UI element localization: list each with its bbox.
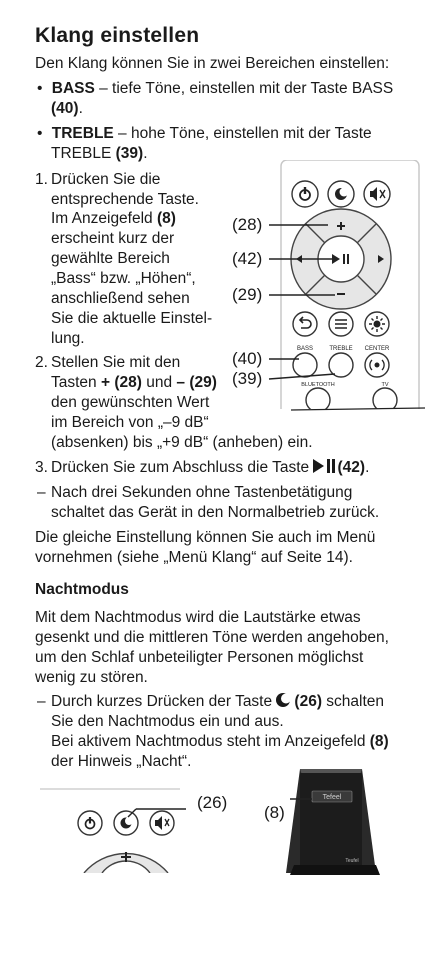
step3-ref: (42) xyxy=(337,459,366,476)
mute-button xyxy=(150,811,174,835)
menu-button xyxy=(329,312,353,336)
center-label: CENTER xyxy=(364,346,390,352)
section-heading-nachtmodus: Nachtmodus xyxy=(35,581,129,598)
play-pause-icon xyxy=(313,459,337,473)
night-para-line: um den Schlaf unbeteiligter Personen möglichst xyxy=(35,649,364,666)
treble-text: – hohe Töne, einstellen mit der Taste xyxy=(113,125,372,142)
dash-line: Nach drei Sekunden ohne Tastenbetätigung xyxy=(51,484,353,501)
step2-line xyxy=(51,373,217,393)
bullet-mark: • xyxy=(37,80,43,97)
tv-label: TV xyxy=(381,382,389,388)
treble-text2: TREBLE xyxy=(51,145,116,162)
step2-line: Stellen Sie mit den xyxy=(51,354,181,371)
step1-ref: (8) xyxy=(156,210,176,227)
bass-end: . xyxy=(78,100,83,117)
step2-plus-ref: + (28) xyxy=(100,374,142,391)
step3-text: Drücken Sie zum Abschluss die Taste xyxy=(51,459,314,476)
step1-line: erscheint kurz der xyxy=(51,230,175,247)
step1-line: „Bass“ bzw. „Höhen“, xyxy=(51,270,196,287)
menu-note-line: Die gleiche Einstellung können Sie auch im Menü xyxy=(35,529,376,546)
night-ref: (8) xyxy=(369,733,389,750)
treble-label: TREBLE xyxy=(329,346,353,352)
step2-line: (absenken) bis „+9 dB“ (anheben) ein. xyxy=(51,434,313,451)
step2-line: den gewünschten Wert xyxy=(51,394,210,411)
dash-mark: – xyxy=(37,484,46,501)
callout-8: (8) xyxy=(264,803,285,822)
step1-text: Im Anzeigefeld xyxy=(51,210,157,227)
step1-line: Drücken Sie die xyxy=(51,171,161,188)
night-mode-icon xyxy=(276,693,290,707)
step2-text: Tasten xyxy=(51,374,101,391)
speaker-logo: Teufel xyxy=(345,858,359,864)
treble-ref-line xyxy=(51,144,148,164)
night-para-line: gesenkt und die mittleren Töne werden angehoben, xyxy=(35,629,389,646)
bluetooth-label: BLUETOOTH xyxy=(301,382,335,388)
night-para-line: wenig zu stören. xyxy=(35,669,148,686)
bass-ref-line xyxy=(51,99,83,119)
callout-26: (26) xyxy=(197,793,228,812)
night-text: Durch kurzes Drücken der Taste xyxy=(51,693,277,710)
speaker-display-text: Tefeel xyxy=(322,794,342,801)
treble-ref: (39) xyxy=(115,145,144,162)
night-mode-button xyxy=(328,181,354,207)
step1-line: lung. xyxy=(51,330,85,347)
step3-number: 3. xyxy=(35,459,48,476)
bass-label: BASS xyxy=(296,346,314,352)
callout-28: (28) xyxy=(232,215,263,234)
step2-text: und xyxy=(141,374,177,391)
bass-button xyxy=(293,353,317,377)
step1-line: entsprechende Taste. xyxy=(51,191,199,208)
brightness-button xyxy=(365,312,389,336)
step1-line: anschließend sehen xyxy=(51,290,190,307)
power-button xyxy=(292,181,318,207)
step3-line xyxy=(51,458,369,478)
step2-number: 2. xyxy=(35,354,48,371)
back-button xyxy=(293,312,317,336)
bullet-bass xyxy=(37,79,393,99)
step2-line: im Bereich von „–9 dB“ xyxy=(51,414,209,431)
treble-end: . xyxy=(143,145,148,162)
callout-29: (29) xyxy=(232,285,263,304)
night-text: schalten xyxy=(322,693,385,710)
night-para-line: Mit dem Nachtmodus wird die Lautstärke etwas xyxy=(35,609,361,626)
intro-text: Den Klang können Sie in zwei Bereichen einstellen: xyxy=(35,55,390,72)
night-dash-line: Sie den Nachtmodus ein und aus. xyxy=(51,713,284,730)
step3-end: . xyxy=(365,459,370,476)
step1-number: 1. xyxy=(35,171,48,188)
center-button xyxy=(365,353,389,377)
night-ref: (26) xyxy=(294,693,322,710)
bullet-treble xyxy=(37,124,372,144)
step1-line: gewählte Bereich xyxy=(51,250,170,267)
night-text: Bei aktivem Nachtmodus steht im Anzeigefeld xyxy=(51,733,370,750)
dash-line: schaltet das Gerät in den Normalbetrieb zurück. xyxy=(51,504,380,521)
step1-line xyxy=(51,209,176,229)
bass-key: BASS xyxy=(51,80,95,97)
night-dash-line xyxy=(51,732,389,752)
night-dash-line: der Hinweis „Nacht“. xyxy=(51,753,192,770)
night-dash-line xyxy=(51,692,384,712)
menu-note-line: vornehmen (siehe „Menü Klang“ auf Seite 14). xyxy=(35,549,353,566)
bass-text: – tiefe Töne, einstellen mit der Taste BASS xyxy=(94,80,394,97)
mute-button xyxy=(364,181,390,207)
dash-mark: – xyxy=(37,693,46,710)
bluetooth-button xyxy=(306,388,330,412)
page-title: Klang einstellen xyxy=(35,24,200,47)
callout-39: (39) xyxy=(232,369,263,388)
treble-button xyxy=(329,353,353,377)
callout-42: (42) xyxy=(232,249,263,268)
callout-40: (40) xyxy=(232,349,263,368)
step1-line: Sie die aktuelle Einstel- xyxy=(51,310,213,327)
treble-key: TREBLE xyxy=(51,125,114,142)
bullet-mark: • xyxy=(37,125,43,142)
bass-ref: (40) xyxy=(51,100,79,117)
power-button xyxy=(78,811,102,835)
step2-minus-ref: – (29) xyxy=(176,374,217,391)
night-mode-button xyxy=(114,811,138,835)
